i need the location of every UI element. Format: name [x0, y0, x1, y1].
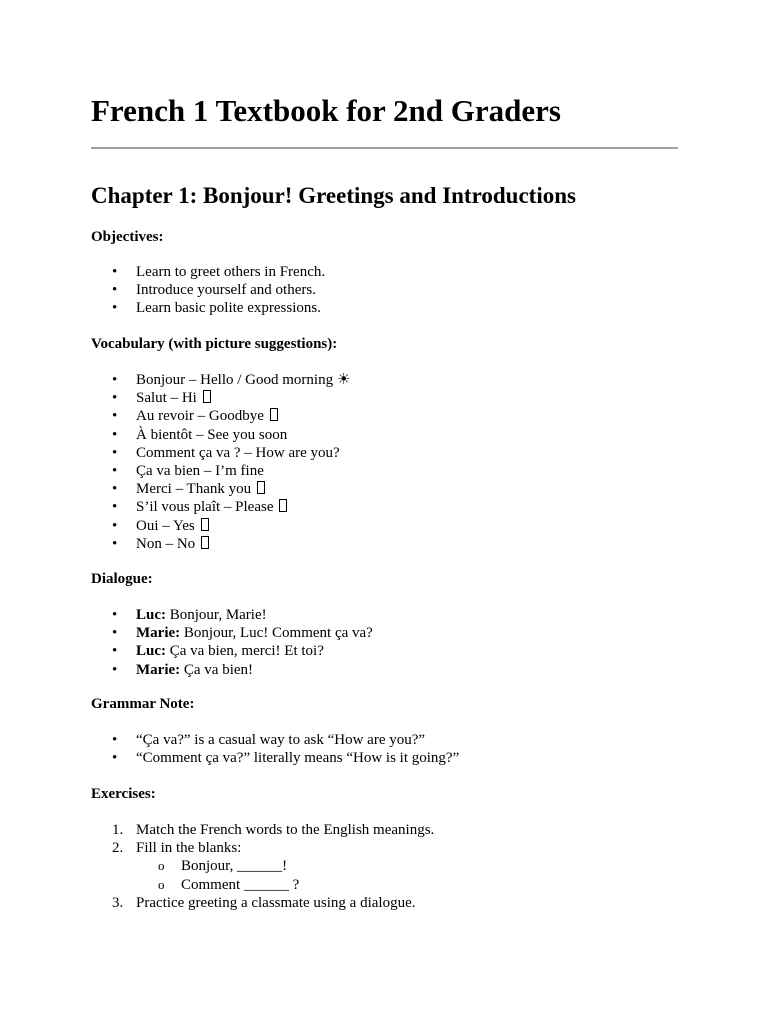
- vocabulary-list: [91, 371, 350, 553]
- dialogue-line: [91, 642, 373, 660]
- vocab-item: [91, 462, 350, 480]
- dialogue-text: Ça va bien!: [180, 661, 254, 678]
- dialogue-line: [91, 606, 373, 624]
- dialogue-text: Bonjour, Luc! Comment ça va?: [180, 625, 373, 642]
- vocab-text: Ça va bien – I’m fine: [136, 463, 264, 480]
- vocab-item: [91, 498, 350, 516]
- missing-emoji-icon: [203, 390, 211, 403]
- vocab-item: [91, 480, 350, 498]
- vocab-text: Au revoir – Goodbye: [136, 408, 264, 425]
- exercise-item: 1. Match the French words to the English meanings.: [112, 822, 435, 838]
- vocab-text: Merci – Thank you: [136, 481, 252, 498]
- bullet-icon: •: [112, 282, 118, 299]
- exercise-number: 2.: [112, 840, 124, 857]
- bullet-icon: •: [112, 643, 118, 660]
- title-divider: [91, 147, 678, 149]
- exercise-number: 3.: [112, 894, 124, 911]
- grammar-heading: Grammar Note:: [91, 696, 195, 712]
- speaker-name: Marie:: [136, 661, 181, 678]
- vocab-item: [91, 389, 350, 407]
- blank-item: o Comment ______ ?: [158, 876, 300, 893]
- vocab-item: [91, 426, 350, 444]
- missing-emoji-icon: [201, 518, 209, 531]
- vocab-text: Non – No: [136, 535, 196, 552]
- chapter-title: Chapter 1: Bonjour! Greetings and Introductions: [91, 183, 576, 208]
- bullet-icon: •: [112, 300, 118, 317]
- bullet-icon: •: [112, 517, 118, 534]
- bullet-icon: •: [112, 444, 118, 461]
- blank-item: o Bonjour, ______!: [158, 858, 288, 875]
- dialogue-list: [91, 606, 373, 679]
- vocab-item: [91, 444, 350, 462]
- vocab-item: [91, 517, 350, 535]
- exercise-item: 3. Practice greeting a classmate using a dialogue.: [112, 894, 416, 911]
- bullet-icon: •: [112, 607, 118, 623]
- bullet-icon: •: [112, 732, 118, 748]
- list-item: • Learn basic polite expressions.: [112, 300, 321, 317]
- fill-in-blanks-list: [136, 857, 434, 893]
- objectives-heading: Objectives:: [91, 229, 164, 245]
- speaker-name: Luc:: [136, 607, 166, 623]
- bullet-icon: •: [112, 426, 118, 443]
- document-title: French 1 Textbook for 2nd Graders: [91, 93, 561, 128]
- missing-emoji-icon: [279, 499, 287, 512]
- bullet-icon: •: [112, 408, 118, 425]
- vocab-text: Bonjour – Hello / Good morning ☀: [136, 372, 351, 388]
- missing-emoji-icon: [270, 408, 278, 421]
- dialogue-line: [91, 661, 373, 679]
- bullet-icon: •: [112, 372, 118, 388]
- exercises-list: [91, 821, 434, 912]
- dialogue-line: [91, 624, 373, 642]
- vocabulary-heading: Vocabulary (with picture suggestions):: [91, 336, 338, 352]
- grammar-list: [91, 731, 459, 767]
- speaker-name: Marie:: [136, 625, 181, 642]
- exercise-item: 2. Fill in the blanks: o Bonjour, ______! o Comment ______ ?: [91, 839, 434, 894]
- bullet-icon: •: [112, 750, 118, 767]
- bullet-icon: •: [112, 625, 118, 642]
- bullet-icon: •: [112, 499, 118, 516]
- bullet-icon: •: [112, 463, 118, 480]
- dialogue-text: Ça va bien, merci! Et toi?: [166, 643, 324, 660]
- exercises-heading: Exercises:: [91, 786, 156, 802]
- vocab-text: À bientôt – See you soon: [136, 426, 288, 443]
- vocab-text: Salut – Hi: [136, 390, 197, 407]
- bullet-icon: •: [112, 264, 118, 280]
- vocab-item: [91, 407, 350, 425]
- missing-emoji-icon: [201, 536, 209, 549]
- vocab-text: Comment ça va ? – How are you?: [136, 444, 340, 461]
- dialogue-text: Bonjour, Marie!: [166, 607, 267, 623]
- vocab-text: S’il vous plaît – Please: [136, 499, 274, 516]
- vocab-text: Oui – Yes: [136, 517, 195, 534]
- vocab-item: [91, 371, 350, 389]
- bullet-icon: •: [112, 390, 118, 407]
- objectives-list: [91, 263, 325, 318]
- list-item: • “Ça va?” is a casual way to ask “How are you?”: [112, 732, 426, 748]
- list-item: • Learn to greet others in French.: [112, 264, 326, 280]
- speaker-name: Luc:: [136, 643, 166, 660]
- list-item: • Introduce yourself and others.: [112, 282, 316, 299]
- list-item: • “Comment ça va?” literally means “How is it going?”: [112, 750, 460, 767]
- circle-bullet-icon: o: [158, 858, 165, 874]
- exercise-number: 1.: [112, 822, 124, 838]
- bullet-icon: •: [112, 481, 118, 498]
- missing-emoji-icon: [257, 481, 265, 494]
- bullet-icon: •: [112, 661, 118, 678]
- dialogue-heading: Dialogue:: [91, 571, 153, 587]
- circle-bullet-icon: o: [158, 876, 165, 892]
- vocab-item: [91, 535, 350, 553]
- bullet-icon: •: [112, 535, 118, 552]
